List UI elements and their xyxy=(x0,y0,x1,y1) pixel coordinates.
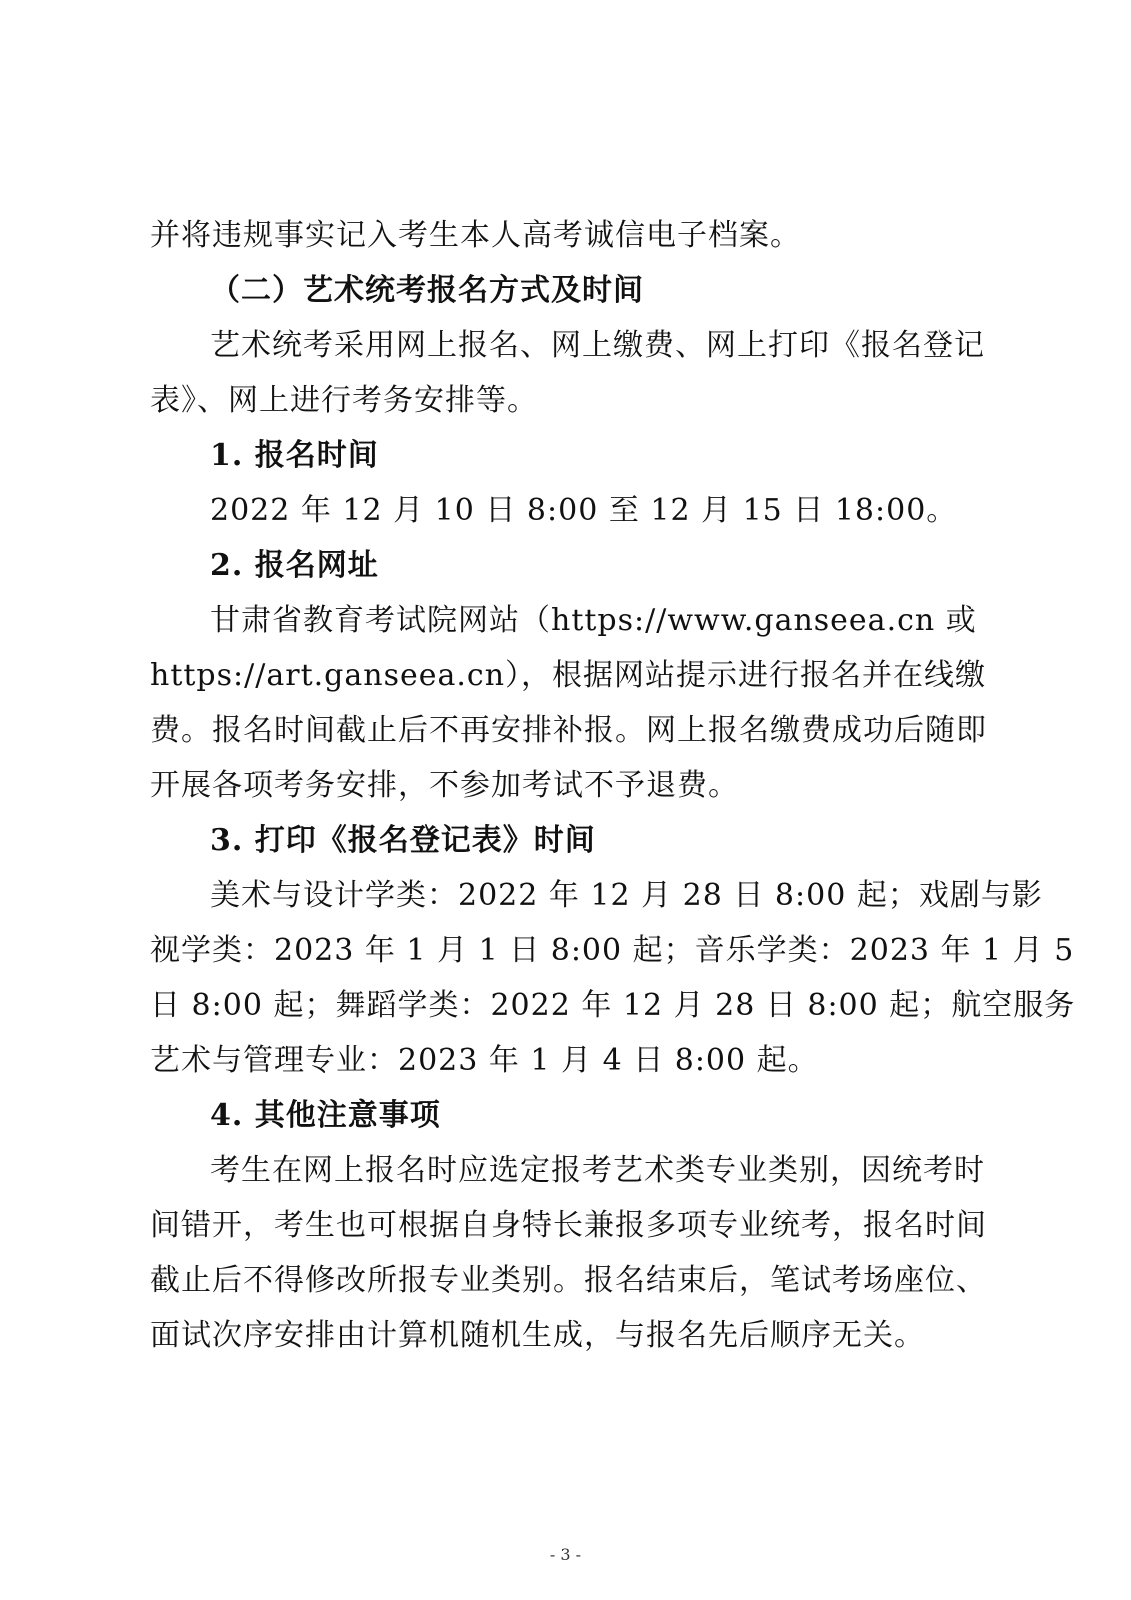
paragraph-line: 美术与设计学类：2022 年 12 月 28 日 8:00 起；戏剧与影 xyxy=(210,878,1043,913)
paragraph-line: 开展各项考务安排，不参加考试不予退费。 xyxy=(150,768,739,803)
paragraph-line: 考生在网上报名时应选定报考艺术类专业类别，因统考时 xyxy=(210,1153,985,1188)
paragraph-line: 甘肃省教育考试院网站（https://www.ganseea.cn 或 xyxy=(210,603,977,638)
paragraph-line: 并将违规事实记入考生本人高考诚信电子档案。 xyxy=(150,218,801,253)
paragraph-line: 截止后不得修改所报专业类别。报名结束后，笔试考场座位、 xyxy=(150,1263,987,1298)
subsection-heading: 2. 报名网址 xyxy=(210,548,379,583)
section-heading: （二）艺术统考报名方式及时间 xyxy=(210,273,644,308)
subsection-heading: 1. 报名时间 xyxy=(210,438,379,473)
paragraph-line: 视学类：2023 年 1 月 1 日 8:00 起；音乐学类：2023 年 1 月 5 xyxy=(150,933,1075,968)
subsection-heading: 4. 其他注意事项 xyxy=(210,1098,441,1133)
page-number: - 3 - xyxy=(549,1545,582,1564)
paragraph-line: 面试次序安排由计算机随机生成，与报名先后顺序无关。 xyxy=(150,1318,925,1353)
body-text xyxy=(150,208,1076,1363)
paragraph-line: 日 8:00 起；舞蹈学类：2022 年 12 月 28 日 8:00 起；航空服务 xyxy=(150,988,1076,1023)
paragraph-line: 艺术与管理专业：2023 年 1 月 4 日 8:00 起。 xyxy=(150,1043,819,1078)
paragraph-line: https://art.ganseea.cn），根据网站提示进行报名并在线缴 xyxy=(150,658,987,693)
paragraph-line: 2022 年 12 月 10 日 8:00 至 12 月 15 日 18:00。 xyxy=(210,493,958,528)
paragraph-line: 表》、网上进行考务安排等。 xyxy=(150,383,538,418)
subsection-heading: 3. 打印《报名登记表》时间 xyxy=(210,823,596,858)
paragraph-line: 费。报名时间截止后不再安排补报。网上报名缴费成功后随即 xyxy=(150,713,987,748)
paragraph-line: 间错开，考生也可根据自身特长兼报多项专业统考，报名时间 xyxy=(150,1208,987,1243)
paragraph-line: 艺术统考采用网上报名、网上缴费、网上打印《报名登记 xyxy=(210,328,985,363)
